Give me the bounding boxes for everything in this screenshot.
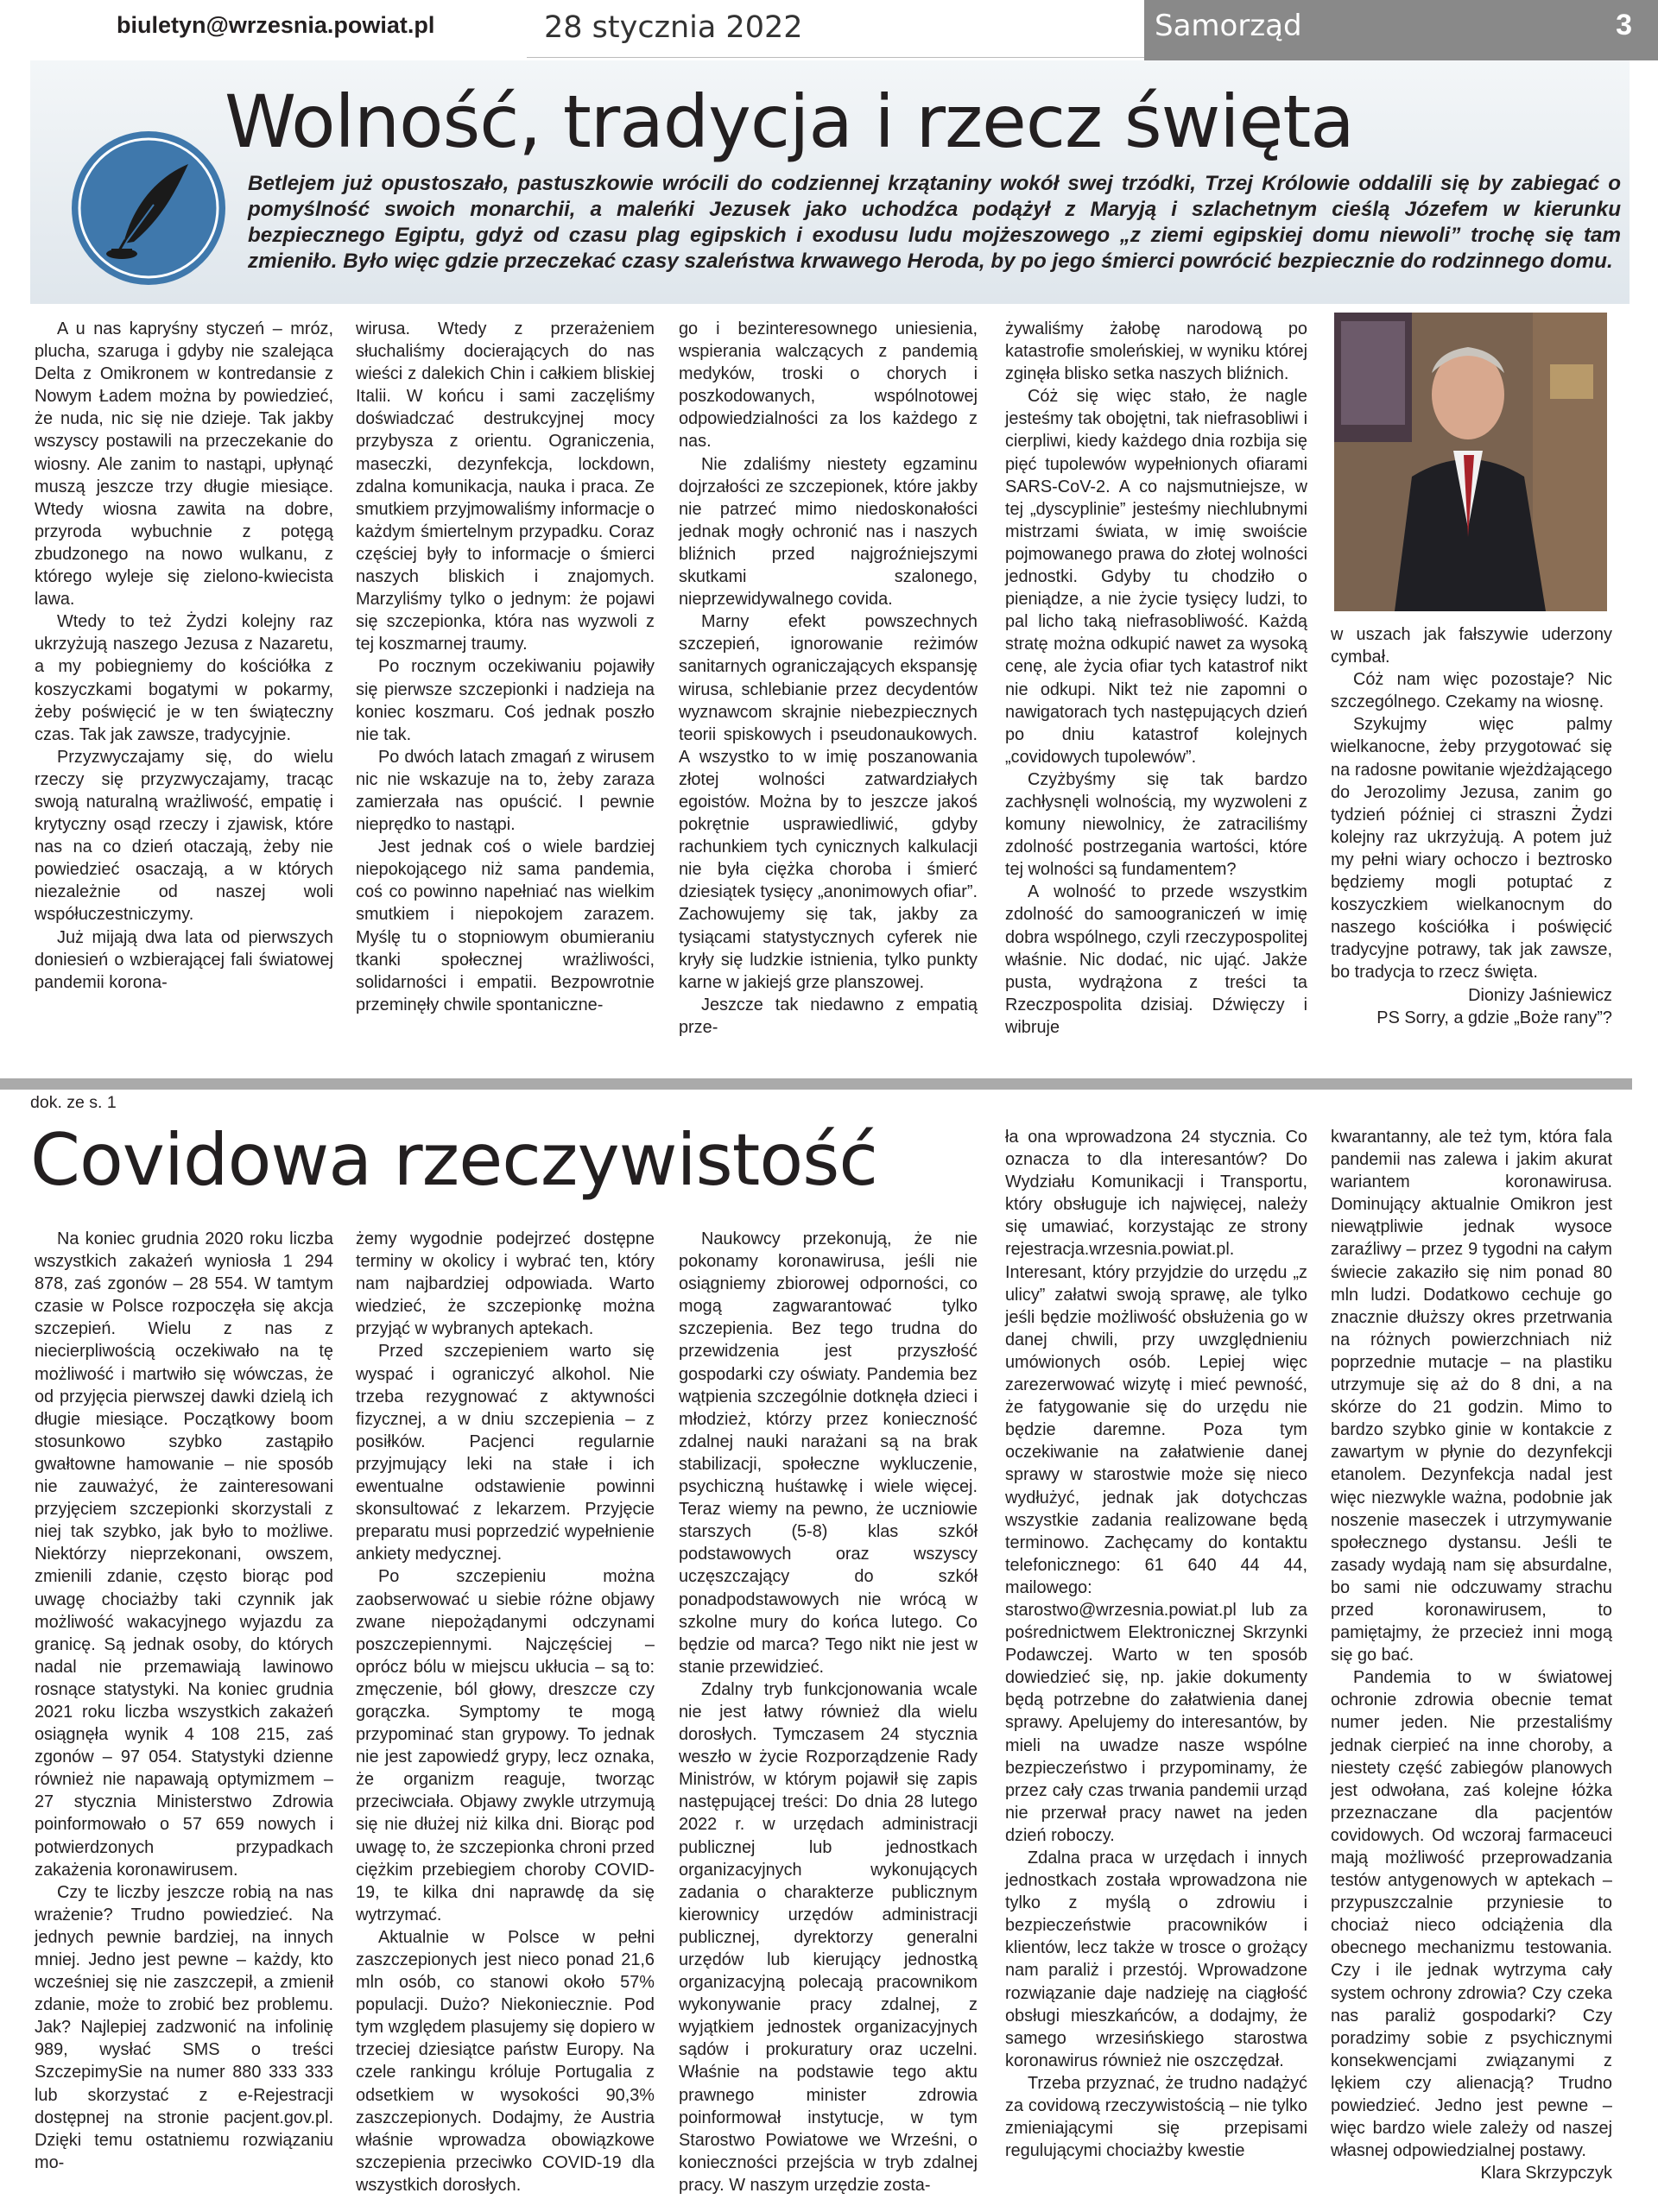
paragraph: Przed szczepieniem warto się wyspać i ograniczyć alkohol. Nie trzeba rezygnować z aktywności fizycznej, a w dniu szczepienia – z posiłków. Pacjenci regularnie przyjmujący leki na stałe i ich ewentualne odstawienie powinni skonsultować z lekarzem. Przyjęcie preparatu musi poprzedzić wypełnienie ankiety medycznej.	[356, 1342, 655, 1564]
header-date: 28 stycznia 2022	[544, 10, 803, 45]
paragraph: Już mijają dwa lata od pierwszych doniesień o wzbierającej fali światowej pandemii korona-	[35, 927, 333, 992]
paragraph: A wolność to przede wszystkim zdolność do samoograniczeń w imię dobra wspólnego, czyli rzeczypospolitej właśnie. Nic dodać, nic ująć. Jakże pusta, wydrążona z treści ta Rzeczpospolita dzisiaj. Dźwięczy i wibruje	[1005, 882, 1307, 1037]
continued-from: dok. ze s. 1	[30, 1093, 117, 1112]
paragraph: Czyżbyśmy się tak bardzo zachłysnęli wolnością, my wyzwoleni z komuny niewolnicy, że zatraciliśmy zdolność postrzegania wartości, które tej wolności są fundamentem?	[1005, 769, 1307, 880]
article1-column-4	[1005, 318, 1307, 1039]
article1-column-1	[35, 318, 333, 994]
author-photo	[1334, 313, 1607, 611]
paragraph: Na koniec grudnia 2020 roku liczba wszystkich zakażeń wyniosła 1 294 878, zaś zgonów – 28 554. W tamtym czasie w Polsce rozpoczęła się akcja szczepień. Wielu z nas z niecierpliwością oczekiwało na tę możliwość i martwiło się wówczas, że od przyjęcia pierwszej dawki dzielą ich długie miesiące. Początkowy boom stosunkowo szybko zastąpiło gwałtowne hamowanie – nie sposób nie zauważyć, że zainteresowani przyjęciem szczepionki skorzystali z niej tak szybko, jak było to możliwe. Niektórzy nieprzekonani, owszem, zmienili zdanie, często biorąc pod uwagę chociażby taki czynnik jak możliwość wakacyjnego wyjazdu za granicę. Są jednak osoby, do których nadal nie przemawiają lawinowo rosnące statystyki. Na koniec grudnia 2021 roku liczba wszystkich zakażeń osiągnęła wynik 4 108 215, zaś zgonów – 97 054. Statystyki dzienne również nie napawają optymizmem – 27 stycznia Ministerstwo Zdrowia poinformowało o 57 659 nowych i potwierdzonych przypadkach zakażenia koronawirusem.	[35, 1229, 333, 1880]
article-lead: Betlejem już opustoszało, pastuszkowie wrócili do codziennej krzątaniny wokół swej trzódki, Trzej Królowie oddalili się by zabiegać o pomyślność swoich monarchii, a maleńki Jezusek jako uchodźca podążył z Maryją i szlachetnym cieślą Józefem w kierunku bezpiecznego Egiptu, gdyż od czasu plag egipskich i exodusu ludu mojżeszowego „z ziemi egipskiej domu niewoli” trochę się tam zmieniło. Było więc gdzie przeczekać czasy szaleństwa krwawego Heroda, by po jego śmierci powrócić bezpiecznie do rodzinnego domu.	[248, 172, 1621, 273]
paragraph: Jeszcze tak niedawno z empatią prze-	[679, 995, 978, 1037]
paragraph: go i bezinteresownego uniesienia, wspierania walczących z pandemią medyków, troski o chorych i poszkodowanych, wspólnotowej odpowiedzialności za los każdego z nas.	[679, 319, 978, 452]
paragraph: żemy wygodnie podejrzeć dostępne terminy w okolicy i wybrać ten, który nam najbardziej odpowiada. Warto wiedzieć, że szczepionkę można przyjąć w wybranych aptekach.	[356, 1229, 655, 1339]
paragraph: Naukowcy przekonują, że nie pokonamy koronawirusa, jeśli nie osiągniemy zbiorowej odporności, co mogą zagwarantować tylko szczepienia. Bez tego trudna do przewidzenia jest przyszłość gospodarki czy oświaty. Pandemia bez wątpienia szczególnie dotknęła dzieci i młodzież, którzy przez konieczność zdalnej nauki narażani są na brak stabilizacji, społeczne wykluczenie, psychiczną huśtawkę i wiele więcej. Teraz wiemy na pewno, że uczniowie starszych (5-8) klas szkół podstawowych oraz wszyscy uczęszczający do szkół ponadpodstawowych nie wrócą w szkolne mury do końca lutego. Co będzie od marca? Tego nikt nie jest w stanie przewidzieć.	[679, 1229, 978, 1677]
paragraph: kwarantanny, ale też tym, która fala pandemii nas zalewa i jakim akurat wariantem koronawirusa. Dominujący aktualnie Omikron jest niewątpliwie jednak wysoce zaraźliwy – przez 9 tygodni na całym świecie zakaziło się nim ponad 80 mln ludzi. Dodatkowo cechuje go znacznie dłuższy okres przetrwania na różnych powierzchniach niż poprzednie mutacje – na plastiku utrzymuje się aż do 8 dni, a na skórze do 21 godzin. Mimo to bardzo szybko ginie w kontakcie z zawartym w płynie do dezynfekcji etanolem. Dezynfekcja nadal jest więc niezwykle ważna, podobnie jak noszenie maseczek i utrzymywanie społecznego dystansu. Jeśli te zasady wydają nam się absurdalne, bo sami nie odczuwamy strachu przed koronawirusem, to pamiętajmy, że przecież inni mogą się go bać.	[1331, 1128, 1612, 1665]
article-banner	[30, 60, 1630, 304]
paragraph: ła ona wprowadzona 24 stycznia. Co oznacza to dla interesantów? Do Wydziału Komunikacji i Transportu, który obsługuje ich najwięcej, należy się umawiać, korzystając ze strony rejestracja.wrzesnia.powiat.pl. Interesant, który przyjdzie do urzędu „z ulicy” załatwi swoją sprawę, ale tylko jeśli będzie możliwość obsłużenia go w danej chwili, przy uwzględnieniu umówionych osób. Lepiej więc zarezerwować wizytę i mieć pewność, że fatygowanie się do urzędu nie będzie daremne. Poza tym oczekiwanie na załatwienie danej sprawy w starostwie może się nieco wydłużyć, jednak jak dotychczas wszystkie zadania realizowane będą terminowo. Zachęcamy do kontaktu telefonicznego: 61 640 44 44, mailowego: starostwo@wrzesnia.powiat.pl lub za pośrednictwem Elektronicznej Skrzynki Podawczej. Warto w ten sposób dowiedzieć się, np. jakie dokumenty będą potrzebne do załatwienia danej sprawy. Apelujemy do interesantów, by mieli na uwadze nasze wspólne bezpieczeństwo i przypominamy, że przez cały czas trwania pandemii urząd nie przerwał pracy nawet na jeden dzień roboczy.	[1005, 1128, 1307, 1845]
article1-column-2	[356, 318, 655, 1016]
paragraph: Cóż się więc stało, że nagle jesteśmy tak obojętni, tak niefrasobliwi i cierpliwi, kiedy każdego dnia rozbija się pięć tupolewów wypełnionych ofiarami SARS-CoV-2. A co najsmutniejsze, w tej „dyscyplinie” jesteśmy niechlubnymi mistrzami świata, w imię swoiście pojmowanego prawa do złotej wolności jednostki. Gdyby tu chodziło o pieniądze, a nie życie tysięcy ludzi, to pal licho taką niefrasobliwość. Każdą stratę można odkupić nawet za wysoką cenę, ale życia ofiar tych katastrof nikt nie odkupi. Nikt też nie zapomni o nawigatorach tych następujących dzień po dniu katastrof kolejnych „covidowych tupolewów”.	[1005, 387, 1307, 767]
paragraph: w uszach jak fałszywie uderzony cymbał.	[1331, 625, 1612, 667]
section-bar	[1144, 0, 1658, 60]
postscript: PS Sorry, a gdzie „Boże rany”?	[1376, 1008, 1612, 1027]
paragraph: żywaliśmy żałobę narodową po katastrofie smoleńskiej, w wyniku której zginęła blisko setka naszych bliźnich.	[1005, 319, 1307, 384]
paragraph: Aktualnie w Polsce w pełni zaszczepionych jest nieco ponad 21,6 mln osób, co stanowi około 57% populacji. Dużo? Niekoniecznie. Pod tym względem plasujemy się dopiero w trzeciej dziesiątce państw Europy. Na czele rankingu króluje Portugalia z odsetkiem w wysokości 90,3% zaszczepionych. Dodajmy, że Austria właśnie wprowadza obowiązkowe szczepienia przeciwko COVID-19 dla wszystkich dorosłych.	[356, 1927, 655, 2195]
article1-column-5	[1331, 623, 1612, 1029]
article2-author: Klara Skrzypczyk	[1480, 2164, 1612, 2184]
section-divider	[0, 1078, 1632, 1090]
paragraph: Przyzwyczajamy się, do wielu rzeczy się przyzwyczajamy, tracąc swoją naturalną wrażliwość, empatię i krytyczny osąd rzeczy i zjawisk, które nas na co dzień otaczają, żeby nie powiedzieć osaczają, a w których niezależnie od naszej woli współuczestniczymy.	[35, 747, 333, 925]
paragraph: Po dwóch latach zmagań z wirusem nic nie wskazuje na to, żeby zaraza zamierzała nas opuścić. I pewnie nieprędko to nastąpi.	[356, 747, 655, 835]
paragraph: Czy te liczby jeszcze robią na nas wrażenie? Trudno powiedzieć. Na jednych pewnie bardziej, na innych mniej. Jedno jest pewne – każdy, kto wcześniej się nie zaszczepił, a zmienił zdanie, może to zrobić bez problemu. Jak? Najlepiej zadzwonić na infolinię 989, wysłać SMS o treści SzczepimySie na numer 880 333 333 lub skorzystać z e-Rejestracji dostępnej na stronie pacjent.gov.pl. Dzięki temu ostatniemu rozwiązaniu mo-	[35, 1882, 333, 2172]
quill-icon	[72, 131, 225, 285]
article2-column-4	[1005, 1126, 1307, 2162]
paragraph: Cóż nam więc pozostaje? Nic szczególnego. Czekamy na wiosnę.	[1331, 670, 1612, 712]
paragraph: Pandemia to w światowej ochronie zdrowia obecnie temat numer jeden. Nie przestaliśmy jednak cierpieć na inne choroby, a niestety część zabiegów planowych jest odwołana, zaś kolejne łóżka przeznaczane dla pacjentów covidowych. Od wczoraj farmaceuci mają możliwość przeprowadzania testów antygenowych w aptekach – przypuszczalnie przyniesie to chociaż nieco odciążenia dla obecnego mechanizmu testowania. Czy i ile jednak wytrzyma cały system ochrony zdrowia? Czy czeka nas paraliż gospodarki? Czy poradzimy sobie z psychicznymi konsekwencjami związanymi z lękiem czy alienacją? Trudno powiedzieć. Jedno jest pewne – więc bardzo wiele zależy od naszej własnej odpowiedzialnej postawy.	[1331, 1668, 1612, 2161]
article2-column-1	[35, 1228, 333, 2174]
paragraph: Nie zdaliśmy niestety egzaminu dojrzałości ze szczepionek, które jakby nie patrzeć mimo niedoskonałości jednak mogły ochronić nas i naszych bliźnich przed najgroźniejszymi skutkami szalonego, nieprzewidywalnego covida.	[679, 454, 978, 610]
article2-column-5	[1331, 1126, 1612, 2184]
paragraph: wirusa. Wtedy z przerażeniem słuchaliśmy docierających do nas wieści z dalekich Chin i całkiem bliskiej Italii. W końcu i sami zaczęliśmy doświadczać destrukcyjnej mocy przybysza z orientu. Ograniczenia, maseczki, dezynfekcja, lockdown, zdalna komunikacja, nauka i praca. Ze smutkiem przyjmowaliśmy informacje o każdym śmiertelnym przypadku. Coraz częściej były to informacje o śmierci naszych bliskich i znajomych. Marzyliśmy tylko o jednym: że pojawi się szczepionka, która nas wyzwoli z tej koszmarnej traumy.	[356, 319, 655, 654]
article1-author: Dionizy Jaśniewicz	[1468, 985, 1612, 1005]
section-name: Samorząd	[1155, 9, 1302, 43]
paragraph: Zdalna praca w urzędach i innych jednostkach została wprowadzona nie tylko z myślą o zdrowiu i bezpieczeństwie pracowników i klientów, lecz także w trosce o grożący nam paraliż i przestój. Wprowadzone rozwiązanie daje nadzieję na ciągłość obsługi mieszkańców, a dodajmy, że samego wrzesińskiego starostwa koronawirus również nie oszczędzał.	[1005, 1849, 1307, 2070]
page-number: 3	[1616, 9, 1632, 41]
article2-column-2	[356, 1228, 655, 2196]
paragraph: Trzeba przyznać, że trudno nadążyć za covidową rzeczywistością – nie tylko zmieniającymi się przepisami regulującymi chociażby kwestie	[1005, 2073, 1307, 2161]
article2-title: Covidowa rzeczywistość	[30, 1118, 877, 1202]
page-header	[0, 0, 1658, 60]
paragraph: Po szczepieniu można zaobserwować u siebie różne objawy zwane niepożądanymi odczynami poszczepiennymi. Najczęściej – oprócz bólu w miejscu ukłucia – są to: zmęczenie, ból głowy, dreszcze czy gorączka. Symptomy te mogą przypominać stan grypowy. To jednak nie jest zapowiedź grypy, lecz oznaka, że organizm reaguje, tworząc przeciwciała. Objawy zwykle utrzymują się nie dłużej niż kilka dni. Biorąc pod uwagę to, że szczepionka chroni przed ciężkim przebiegiem choroby COVID-19, te kilka dni naprawdę da się wytrzymać.	[356, 1567, 655, 1924]
paragraph: Wtedy to też Żydzi kolejny raz ukrzyżują naszego Jezusa z Nazaretu, a my pobiegniemy do kościółka z koszyczkami bogatymi w pokarmy, żeby poświęcić je w ten świąteczny czas. Tak jak zawsze, tradycyjnie.	[35, 612, 333, 744]
paragraph: Marny efekt powszechnych szczepień, ignorowanie reżimów sanitarnych ograniczających ekspansję wirusa, schlebianie przez decydentów wyznawcom skrajnie niebezpiecznych teorii spiskowych i pseudonaukowych. A wszystko to w imię poszanowania złotej wolności zatwardziałych egoistów. Można by to jeszcze jakoś pokrętnie usprawiedliwić, gdyby rachunkiem tych cynicznych kalkulacji nie była ciężka choroba i śmierć dziesiątek tysięcy „anonimowych ofiar”. Zachowujemy się tak, jakby za tysiącami statystycznych cyferek nie kryły się ludzkie istnienia, tylko punkty karne w jakiejś grze planszowej.	[679, 612, 978, 992]
header-rule	[527, 57, 1144, 58]
paragraph: Po rocznym oczekiwaniu pojawiły się pierwsze szczepionki i nadzieja na koniec koszmaru. Coś jednak poszło nie tak.	[356, 657, 655, 744]
article2-column-3	[679, 1228, 978, 2196]
paragraph: Szykujmy więc palmy wielkanocne, żeby przygotować się na radosne powitanie wjeżdżającego do Jerozolimy Jezusa, zanim go tydzień później ci straszni Żydzi kolejny raz ukrzyżują. A potem już my pełni wiary ochoczo i beztrosko będziemy mogli potuptać z koszyczkiem wielkanocnym do naszego kościółka i poświęcić tradycyjne potrawy, tak jak zawsze, bo tradycja to rzecz święta.	[1331, 715, 1612, 983]
header-email[interactable]: biuletyn@wrzesnia.powiat.pl	[117, 12, 435, 38]
article1-column-3	[679, 318, 978, 1039]
article-title: Wolność, tradycja i rzecz święta	[225, 79, 1354, 164]
paragraph: Zdalny tryb funkcjonowania wcale nie jest łatwy również dla wielu dorosłych. Tymczasem 24 stycznia weszło w życie Rozporządzenie Rady Ministrów, w którym pojawił się zapis następującej treści: Do dnia 28 lutego 2022 r. w urzędach administracji publicznej lub jednostkach organizacyjnych wykonujących zadania o charakterze publicznym kierownicy urzędów administracji publicznej, dyrektorzy generalni urzędów lub kierujący jednostką organizacyjną polecają pracownikom wykonywanie pracy zdalnej, z wyjątkiem jednostek organizacyjnych sądów i prokuratury oraz uczelni. Właśnie na podstawie tego aktu prawnego minister zdrowia poinformował instytucje, w tym Starostwo Powiatowe we Wrześni, o konieczności przejścia w tryb zdalnej pracy. W naszym urzędzie zosta-	[679, 1679, 978, 2195]
paragraph: Jest jednak coś o wiele bardziej niepokojącego niż sama pandemia, coś co powinno napełniać nas wielkim smutkiem i niepokojem zarazem. Myślę tu o stopniowym obumieraniu tkanki społecznej wrażliwości, solidarności i empatii. Bezpowrotnie przeminęły chwile spontaniczne-	[356, 837, 655, 1014]
paragraph: A u nas kapryśny styczeń – mróz, plucha, szaruga i gdyby nie szalejąca Delta z Omikronem w kontredansie z Nowym Ładem można by powiedzieć, że nuda, nic się nie dzieje. Tak jakby wszyscy postawili na przeczekanie do wiosny. Ale zanim to nastąpi, upłynąć muszą jeszcze trzy długie miesiące. Wtedy wiosna zawita na dobre, przyroda wybuchnie z potęgą zbudzonego na nowo wulkanu, z którego wyleje się zielono-kwiecista lawa.	[35, 319, 333, 610]
